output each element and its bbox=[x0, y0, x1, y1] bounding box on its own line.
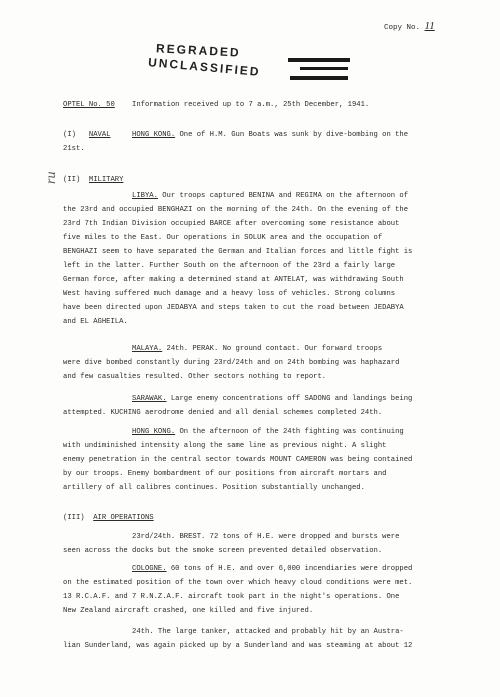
paragraph-text: attempted. KUCHING aerodrome denied and all denial schemes completed 24th. bbox=[63, 409, 383, 417]
paragraph-text: and few casualties resulted. Other sectors nothing to report. bbox=[63, 373, 327, 381]
redaction-bar bbox=[300, 67, 348, 70]
redaction-bar bbox=[290, 76, 348, 80]
copy-number: Copy No. 11 bbox=[384, 20, 435, 32]
paragraph-text: by our troops. Enemy bombardment of our positions from aircraft mortars and bbox=[63, 470, 387, 478]
text-line bbox=[132, 393, 412, 406]
text-line bbox=[132, 190, 408, 203]
text-line bbox=[63, 640, 412, 653]
text-line bbox=[63, 218, 399, 231]
paragraph-text: the 23rd and occupied BENGHAZI on the morning of the 24th. On the evening of the bbox=[63, 206, 409, 214]
paragraph-lead: COLOGNE. bbox=[132, 565, 167, 573]
section-military-heading: (II) MILITARY bbox=[63, 176, 124, 184]
paragraph-text: New Zealand aircraft crashed, one killed and five injured. bbox=[63, 607, 314, 615]
text-line bbox=[132, 343, 382, 356]
text-line bbox=[132, 426, 404, 439]
paragraph-text: lian Sunderland, was again picked up by a Sunderland and was steaming at about 12 bbox=[63, 642, 413, 650]
text-line bbox=[63, 545, 382, 558]
text-line bbox=[63, 407, 382, 420]
paragraph-lead: LIBYA. bbox=[132, 192, 158, 200]
text-line bbox=[63, 482, 365, 495]
text-line bbox=[63, 605, 313, 618]
info-line: Information received up to 7 a.m., 25th December, 1941. bbox=[132, 101, 370, 109]
paragraph-text: have been directed upon JEDABYA and steps taken to cut the road between JEDABYA bbox=[63, 304, 404, 312]
paragraph-text: West having suffered much damage and a heavy loss of vehicles. Strong columns bbox=[63, 290, 396, 298]
paragraph-text: left in the latter. Further South on the afternoon of the 23rd a fairly large bbox=[63, 262, 396, 270]
redaction-bar bbox=[288, 58, 350, 62]
text-line bbox=[132, 563, 412, 576]
text-line bbox=[63, 316, 128, 329]
paragraph-text: 23rd 7th Indian Division occupied BARCE after overcoming some resistance about bbox=[63, 220, 400, 228]
paragraph-text: 24th. The large tanker, attacked and probably hit by an Austra- bbox=[132, 628, 404, 636]
text-line bbox=[63, 357, 399, 370]
text-line bbox=[63, 440, 387, 453]
paragraph-text: BENGHAZI seem to have separated the German and Italian forces and little fight is bbox=[63, 248, 413, 256]
paragraph-text: 60 tons of H.E. and over 6,000 incendiaries were dropped bbox=[166, 565, 413, 573]
paragraph-lead: SARAWAK. bbox=[132, 395, 167, 403]
section-naval-heading: (I) NAVAL bbox=[63, 131, 111, 139]
text-line bbox=[63, 232, 382, 245]
paragraph-text: and EL AGHEILA. bbox=[63, 318, 128, 326]
text-line bbox=[63, 204, 408, 217]
paragraph-text: 13 R.C.A.F. and 7 R.N.Z.A.F. aircraft took part in the night's operations. One bbox=[63, 593, 400, 601]
paragraph-text: 21st. bbox=[63, 145, 85, 153]
paragraph-text: on the estimated position of the town over which heavy cloud conditions were met. bbox=[63, 579, 413, 587]
regraded-stamp: REGRADED UNCLASSIFIED bbox=[147, 41, 262, 79]
ref-number: OPTEL No. 50 bbox=[63, 101, 115, 109]
text-line bbox=[63, 591, 399, 604]
paragraph-text: On the afternoon of the 24th fighting was continuing bbox=[175, 428, 404, 436]
text-line bbox=[63, 260, 395, 273]
text-line bbox=[63, 274, 404, 287]
margin-annotation: ru bbox=[44, 171, 59, 184]
text-line bbox=[132, 626, 404, 639]
paragraph-lead: MALAYA. bbox=[132, 345, 163, 353]
paragraph-text: Large enemy concentrations off SADONG and landings being bbox=[166, 395, 413, 403]
paragraph-text: 24th. PERAK. No ground contact. Our forward troops bbox=[162, 345, 383, 353]
text-line bbox=[63, 371, 326, 384]
text-line bbox=[63, 454, 412, 467]
text-line bbox=[63, 577, 412, 590]
text-line bbox=[63, 288, 395, 301]
paragraph-text: with undiminished intensity along the same line as previous night. A slight bbox=[63, 442, 387, 450]
text-line bbox=[63, 246, 412, 259]
paragraph-text: One of H.M. Gun Boats was sunk by dive-bombing on the bbox=[175, 131, 409, 139]
paragraph-lead: HONG KONG. bbox=[132, 131, 176, 139]
paragraph-lead: HONG KONG. bbox=[132, 428, 176, 436]
paragraph-text: German force, after making a determined stand at ANTELAT, was withdrawing South bbox=[63, 276, 404, 284]
paragraph-text: five miles to the East. Our operations in SOLUK area and the occupation of bbox=[63, 234, 383, 242]
text-line bbox=[132, 531, 399, 544]
paragraph-text: artillery of all calibres continues. Position substantially unchanged. bbox=[63, 484, 365, 492]
paragraph-text: seen across the docks but the smoke screen prevented detailed observation. bbox=[63, 547, 383, 555]
text-line bbox=[132, 129, 408, 142]
section-air-heading: (III) AIR OPERATIONS bbox=[63, 514, 154, 522]
paragraph-text: enemy penetration in the central sector towards MOUNT CAMERON was being contained bbox=[63, 456, 413, 464]
text-line bbox=[63, 302, 404, 315]
text-line bbox=[63, 143, 85, 156]
paragraph-text: Our troops captured BENINA and REGIMA on the afternoon of bbox=[157, 192, 409, 200]
paragraph-text: 23rd/24th. BREST. 72 tons of H.E. were dropped and bursts were bbox=[132, 533, 400, 541]
text-line bbox=[63, 468, 387, 481]
paragraph-text: were dive bombed constantly during 23rd/24th and on 24th bombing was haphazard bbox=[63, 359, 400, 367]
